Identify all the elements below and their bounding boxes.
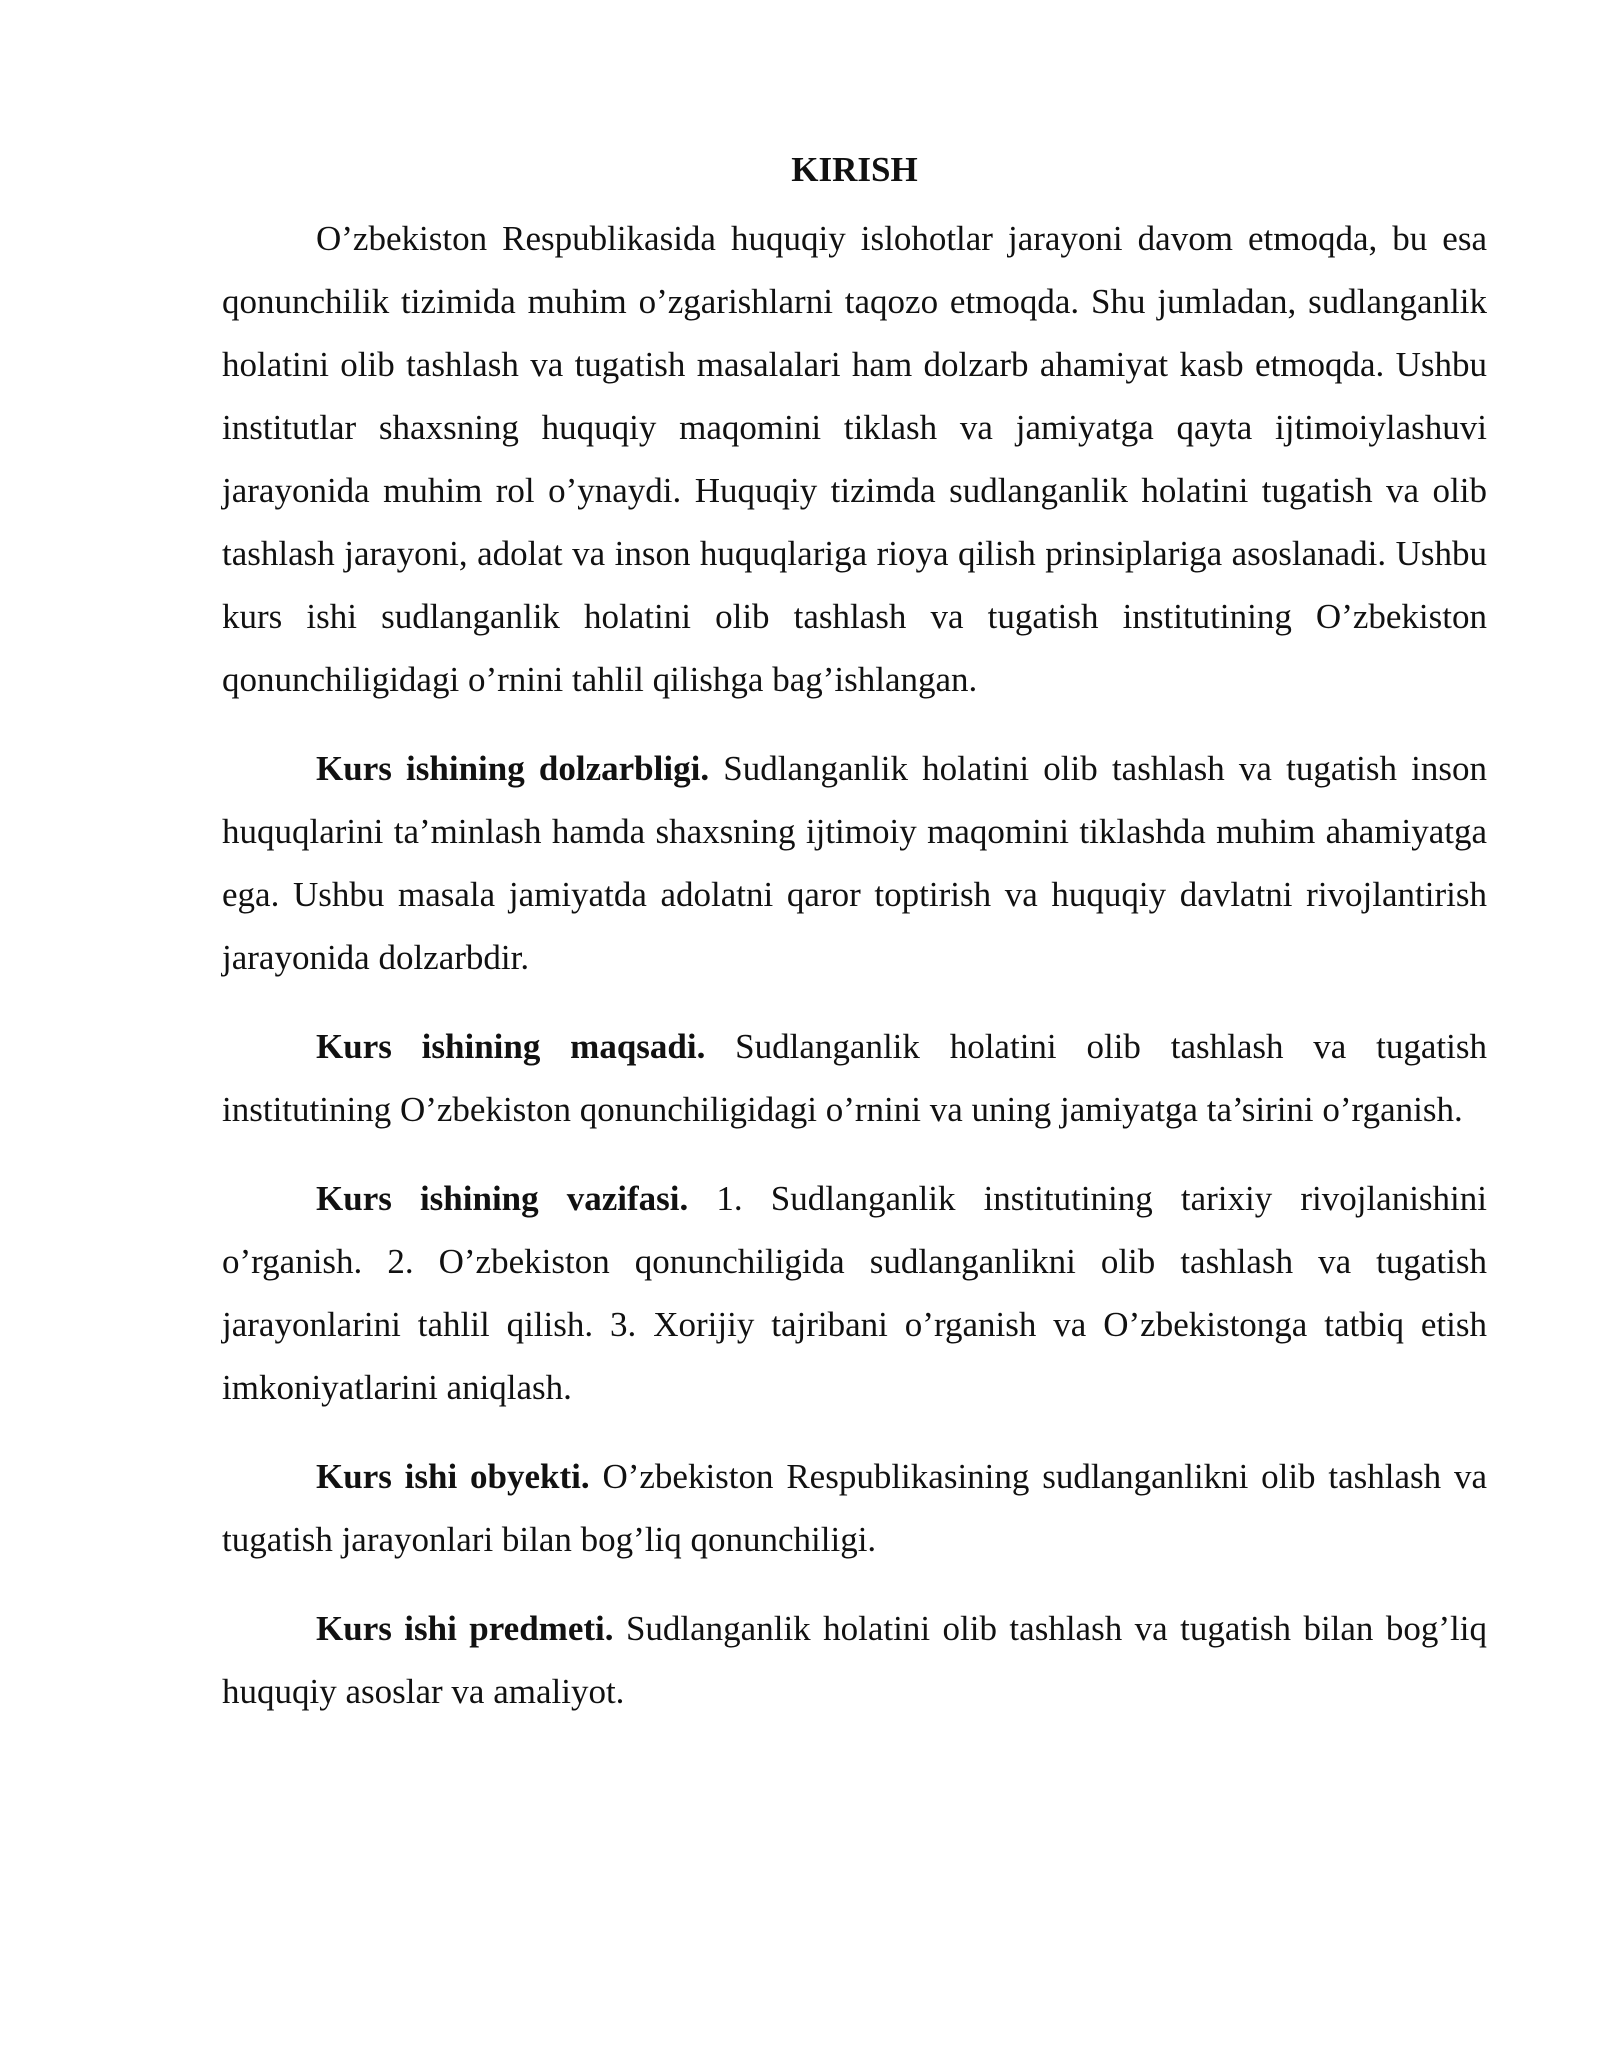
- subject-text: Sudlanganlik holatini olib tashlash va tugatish bilan bog’liq huquqiy asoslar va amaliyot.: [222, 1609, 1487, 1711]
- subject-heading: Kurs ishi predmeti.: [316, 1609, 614, 1648]
- relevance-text: Sudlanganlik holatini olib tashlash va tugatish inson huquqlarini ta’minlash hamda shaxsning ijtimoiy maqomini tiklashda muhim ahamiyatga ega. Ushbu masala jamiyatda adolatni qaror toptirish va huquqiy davlatni rivojlantirish jarayonida dolzarbdir.: [222, 749, 1487, 977]
- object-paragraph: [222, 1445, 1487, 1571]
- intro-paragraph: [222, 207, 1487, 711]
- goal-text: Sudlanganlik holatini olib tashlash va tugatish institutining O’zbekiston qonunchiligidagi o’rnini va uning jamiyatga ta’sirini o’rganish.: [222, 1027, 1487, 1129]
- intro-paragraph-text: O’zbekiston Respublikasida huquqiy islohotlar jarayoni davom etmoqda, bu esa qonunchilik tizimida muhim o’zgarishlarni taqozo etmoqda. Shu jumladan, sudlanganlik holatini olib tashlash va tugatish masalalari ham dolzarb ahamiyat kasb etmoqda. Ushbu institutlar shaxsning huquqiy maqomini tiklash va jamiyatga qayta ijtimoiylashuvi jarayonida muhim rol o’ynaydi. Huquqiy tizimda sudlanganlik holatini tugatish va olib tashlash jarayoni, adolat va inson huquqlariga rioya qilish prinsiplariga asoslanadi. Ushbu kurs ishi sudlanganlik holatini olib tashlash va tugatish institutining O’zbekiston qonunchiligidagi o’rnini tahlil qilishga bag’ishlangan.: [222, 219, 1487, 699]
- object-text: O’zbekiston Respublikasining sudlanganlikni olib tashlash va tugatish jarayonlari bilan bog’liq qonunchiligi.: [222, 1457, 1487, 1559]
- object-heading: Kurs ishi obyekti.: [316, 1457, 590, 1496]
- tasks-paragraph: [222, 1167, 1487, 1419]
- tasks-text: 1. Sudlanganlik institutining tarixiy rivojlanishini o’rganish. 2. O’zbekiston qonunchiligida sudlanganlikni olib tashlash va tugatish jarayonlarini tahlil qilish. 3. Xorijiy tajribani o’rganish va O’zbekistonga tatbiq etish imkoniyatlarini aniqlash.: [222, 1179, 1488, 1407]
- relevance-paragraph: [222, 737, 1487, 989]
- goal-heading: Kurs ishining maqsadi.: [316, 1027, 706, 1066]
- relevance-heading: Kurs ishining dolzarbligi.: [316, 749, 710, 788]
- subject-paragraph: [222, 1597, 1487, 1723]
- document-body: [222, 145, 1487, 1723]
- goal-paragraph: [222, 1015, 1487, 1141]
- tasks-heading: Kurs ishining vazifasi.: [316, 1179, 689, 1218]
- page-title: KIRISH: [791, 150, 918, 189]
